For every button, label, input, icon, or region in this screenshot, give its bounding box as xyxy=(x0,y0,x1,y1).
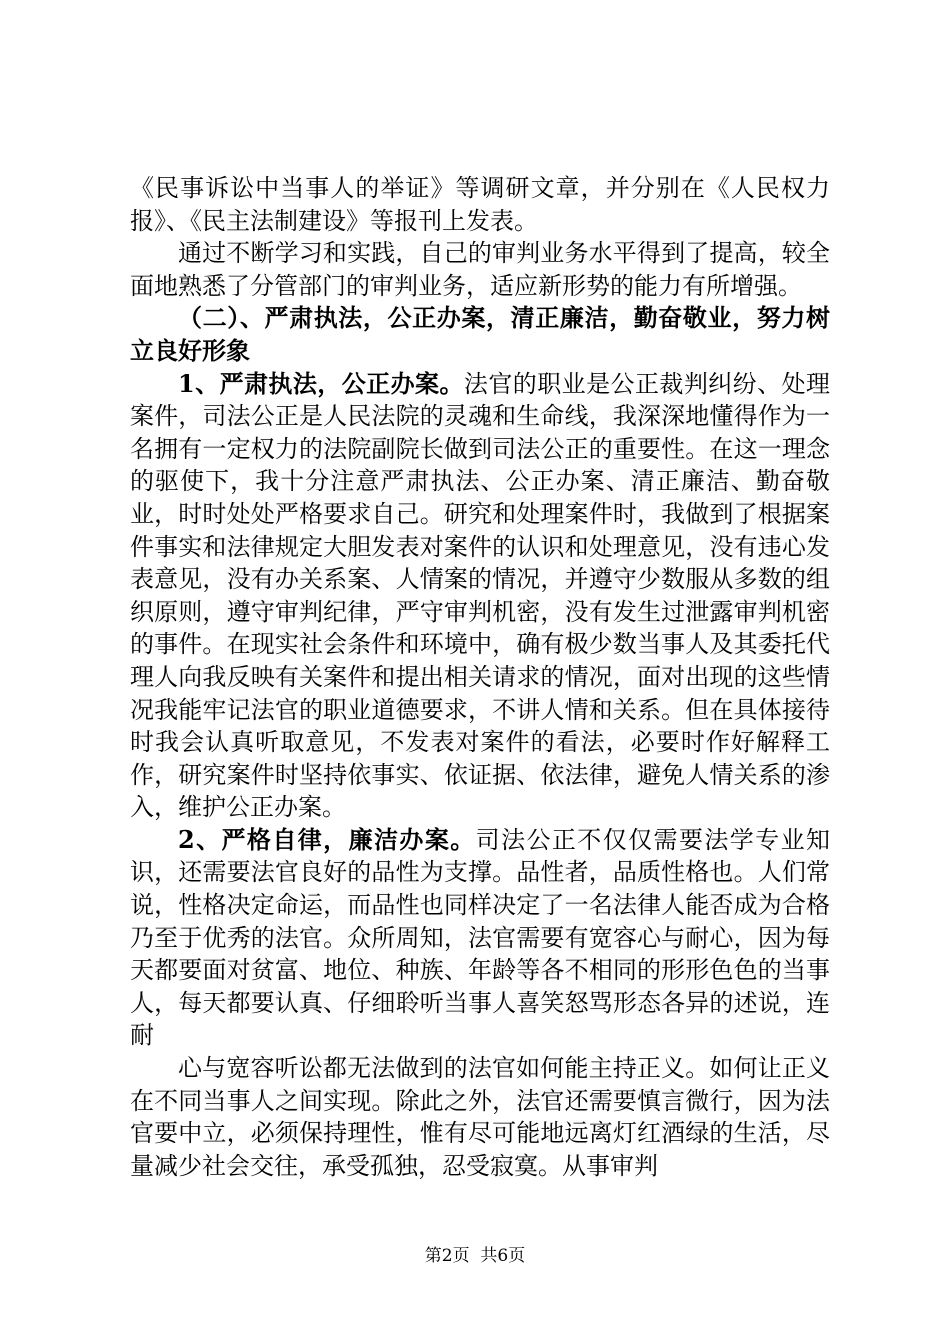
paragraph-4-lead: 2、严格自律，廉洁办案。 xyxy=(178,824,476,854)
paragraph-1 xyxy=(130,172,830,237)
paragraph-2-text: 通过不断学习和实践，自己的审判业务水平得到了提高，较全面地熟悉了分管部门的审判业务，适应新形势的能力有所增强。 xyxy=(130,239,830,300)
paragraph-3-lead: 1、严肃执法，公正办案。 xyxy=(178,368,464,398)
page-footer xyxy=(0,1241,950,1266)
paragraph-5-text: 心与宽容听讼都无法做到的法官如何能主持正义。如何让正义在不同当事人之间实现。除此之外，法官还需要慎言微行，因为法官要中立，必须保持理性，惟有尽可能地远离灯红酒绿的生活，尽量减少社会交往，承受孤独，忍受寂寞。从事审判 xyxy=(130,1054,830,1180)
paragraph-4 xyxy=(130,824,830,1052)
paragraph-4-text: 司法公正不仅仅需要法学专业知识，还需要法官良好的品性为支撑。品性者，品质性格也。人们常说，性格决定命运，而品性也同样决定了一名法律人能否成为合格乃至于优秀的法官。众所周知，法官需要有宽容心与耐心，因为每天都要面对贫富、地位、种族、年龄等各不相同的形形色色的当事人，每天都要认真、仔细聆听当事人喜笑怒骂形态各异的述说，连耐 xyxy=(130,825,831,1050)
paragraph-1-text: 《民事诉讼中当事人的举证》等调研文章，并分别在《人民权力报》、《民主法制建设》等报刊上发表。 xyxy=(130,174,830,235)
section-heading xyxy=(130,302,830,367)
document-body xyxy=(130,172,830,1182)
paragraph-3-text: 法官的职业是公正裁判纠纷、处理案件，司法公正是人民法院的灵魂和生命线，我深深地懂得作为一名拥有一定权力的法院副院长做到司法公正的重要性。在这一理念的驱使下，我十分注意严肃执法、公正办案、清正廉洁、勤奋敬业，时时处处严格要求自己。研究和处理案件时，我做到了根据案件事实和法律规定大胆发表对案件的认识和处理意见，没有违心发表意见，没有办关系案、人情案的情况，并遵守少数服从多数的组织原则，遵守审判纪律，严守审判机密，没有发生过泄露审判机密的事件。在现实社会条件和环境中，确有极少数当事人及其委托代理人向我反映有关案件和提出相关请求的情况，面对出现的这些情况我能牢记法官的职业道德要求，不讲人情和关系。但在具体接待时我会认真听取意见，不发表对案件的看法，必要时作好解释工作，研究案件时坚持依事实、依证据、依法律，避免人情关系的渗入，维护公正办案。 xyxy=(130,369,831,822)
paragraph-5 xyxy=(130,1052,830,1182)
section-heading-text: （二）、严肃执法，公正办案，清正廉洁，勤奋敬业，努力树立良好形象 xyxy=(130,303,830,365)
page-number: 第2页 共6页 xyxy=(424,1246,526,1266)
paragraph-3 xyxy=(130,368,830,824)
paragraph-2 xyxy=(130,237,830,302)
